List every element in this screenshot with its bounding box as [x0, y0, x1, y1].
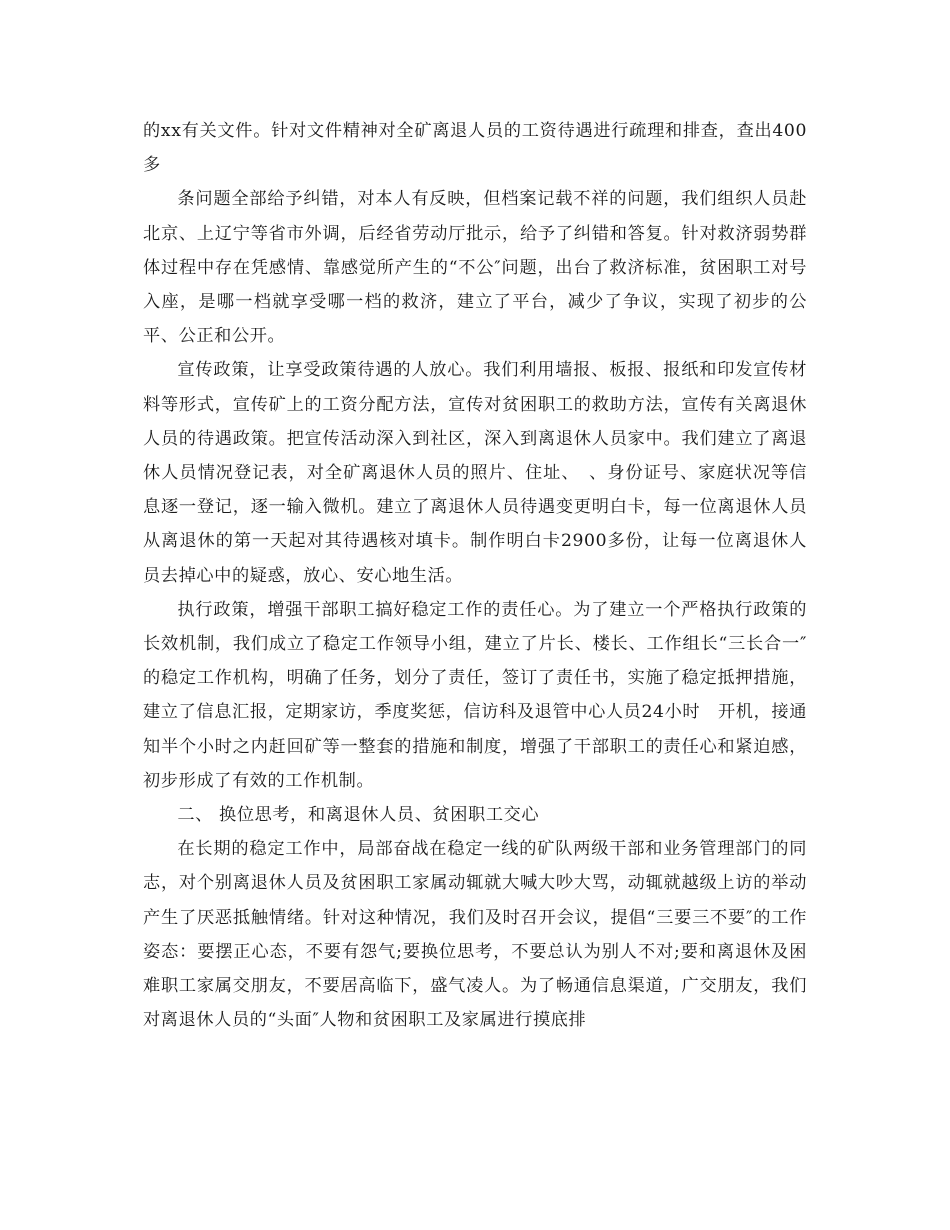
paragraph-empathy: 在长期的稳定工作中，局部奋战在稳定一线的矿队两级干部和业务管理部门的同志，对个别离退休人员及贫困职工家属动辄就大喊大吵大骂，动辄就越级上访的举动产生了厌恶抵触情绪。针对这种情况，我们及时召开会议，提倡“三要三不要″的工作姿态：要摆正心态，不要有怨气;要换位思考，不要总认为别人不对;要和离退休及困难职工家属交朋友，不要居高临下，盛气凌人。为了畅通信息渠道，广交朋友，我们对离退休人员的“头面″人物和贫困职工及家属进行摸底排	[143, 839, 807, 1031]
paragraph-publicity: 宣传政策，让享受政策待遇的人放心。我们利用墙报、板报、报纸和印发宣传材料等形式，宣传矿上的工资分配方法，宣传对贫困职工的救助方法，宣传有关离退休人员的待遇政策。把宣传活动深入到社区，深入到离退休人员家中。我们建立了离退休人员情况登记表，对全矿离退休人员的照片、住址、 、身份证号、家庭状况等信息逐一登记，逐一输入微机。建立了离退休人员待遇变更明白卡，每一位离退休人员从离退休的第一天起对其待遇核对填卡。制作明白卡2900多份，让每一位离退休人员去掉心中的疑惑，放心、安心地生活。	[143, 360, 807, 586]
paragraph-policy-execution: 执行政策，增强干部职工搞好稳定工作的责任心。为了建立一个严格执行政策的长效机制，我们成立了稳定工作领导小组，建立了片长、楼长、工作组长“三长合一″的稳定工作机构，明确了任务，划分了责任，签订了责任书，实施了稳定抵押措施，建立了信息汇报，定期家访，季度奖惩，信访科及退管中心人员24小时 开机，接通知半个小时之内赶回矿等一整套的措施和制度，增强了干部职工的责任心和紧迫感，初步形成了有效的工作机制。	[143, 599, 807, 791]
paragraph-corrections: 条问题全部给予纠错，对本人有反映，但档案记载不祥的问题，我们组织人员赴北京、上辽宁等省市外调，后经省劳动厅批示，给予了纠错和答复。针对救济弱势群体过程中存在凭感情、靠感觉所产生的“不公″问题，出台了救济标准，贫困职工对号入座，是哪一档就享受哪一档的救济，建立了平台，减少了争议，实现了初步的公平、公正和公开。	[143, 189, 807, 347]
document-body	[143, 114, 807, 1037]
paragraph-continuation: 的xx有关文件。针对文件精神对全矿离退人员的工资待遇进行疏理和排查，查出400多	[143, 121, 807, 176]
section-heading: 二、 换位思考，和离退休人员、贫困职工交心	[177, 805, 540, 826]
